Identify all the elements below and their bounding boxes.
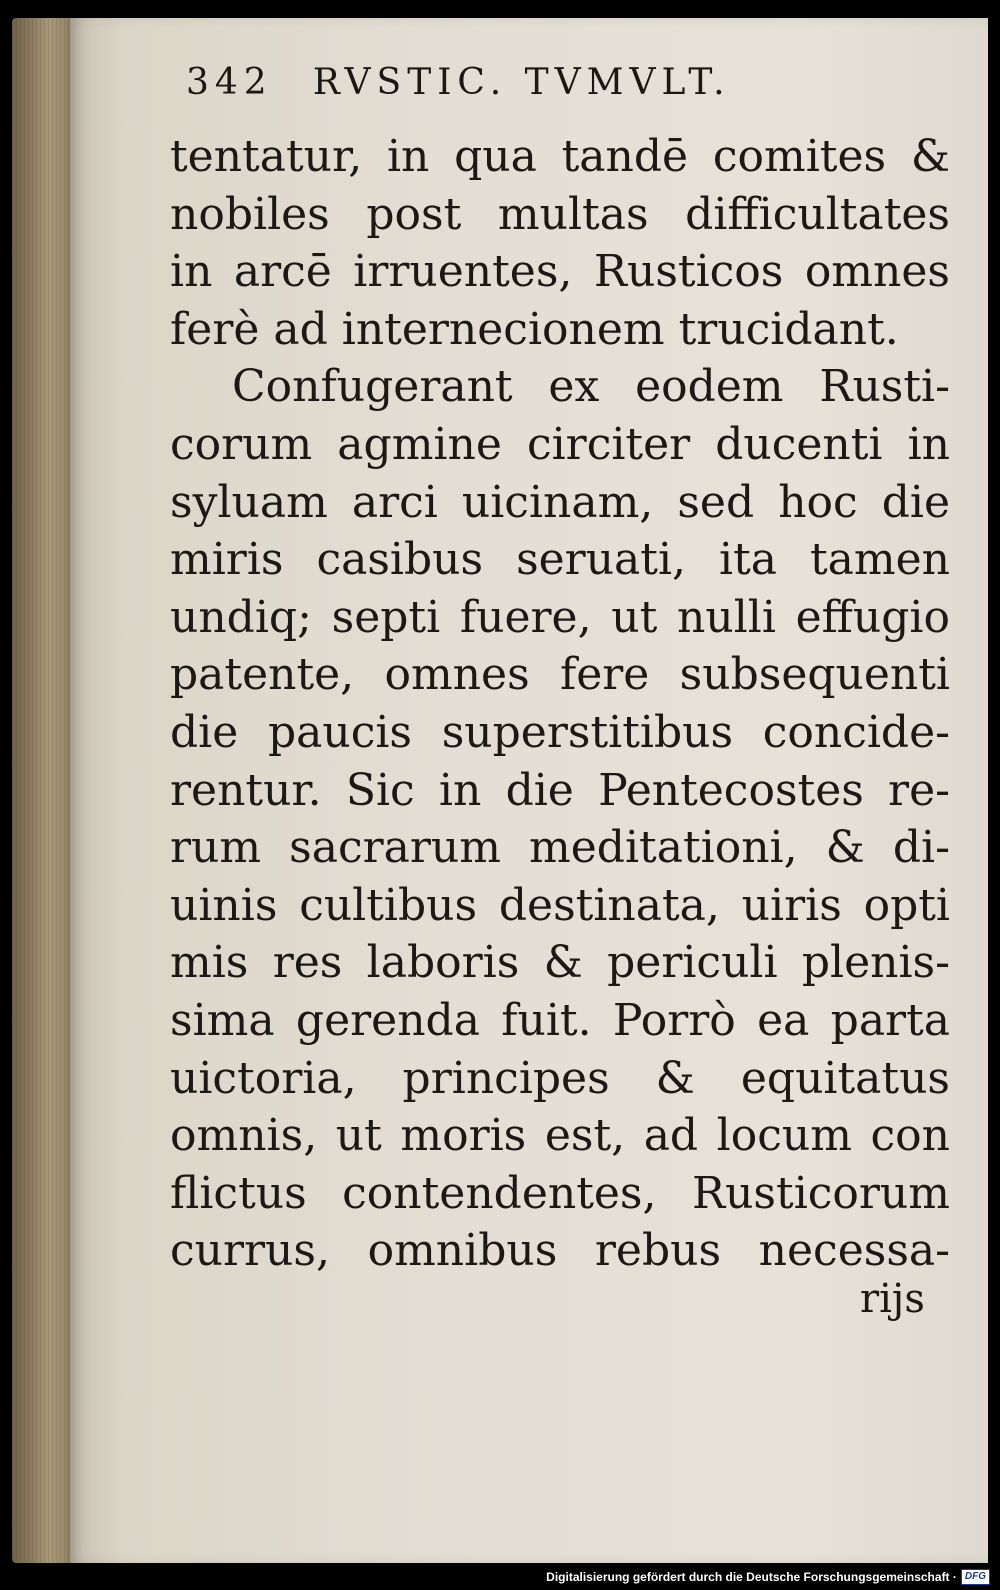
- text-line: in arcē irruentes, Rusticos omnes: [170, 246, 950, 298]
- scan-border: [988, 18, 1000, 1563]
- catchword: rijs: [860, 1276, 925, 1322]
- text-line: omnis, ut moris est, ad locum con: [170, 1110, 950, 1162]
- funding-credit: Digitalisierung gefördert durch die Deutsche Forschungsgemeinschaft ·: [546, 1570, 957, 1584]
- text-line: flictus contendentes, Rusticorum: [170, 1167, 950, 1219]
- text-line: die paucis superstitibus concide-: [170, 706, 950, 758]
- running-head: [186, 62, 886, 122]
- text-line: rentur. Sic in die Pentecostes re-: [170, 764, 950, 816]
- text-line: ferè ad internecionem trucidant.: [170, 303, 899, 355]
- text-line: uinis cultibus destinata, uiris opti: [170, 879, 950, 931]
- digitization-footer: [546, 1566, 990, 1588]
- text-line: Confugerant ex eodem Rusti-: [232, 361, 950, 413]
- text-line: rum sacrarum meditationi, & di-: [170, 822, 950, 874]
- text-line: nobiles post multas difficultates: [170, 188, 950, 240]
- text-line: undiq; septi fuere, ut nulli effugio: [170, 591, 950, 643]
- text-line: miris casibus seruati, ita tamen: [170, 534, 950, 586]
- text-line: syluam arci uicinam, sed hoc die: [170, 476, 950, 528]
- book-page-edges: [12, 18, 74, 1563]
- running-title: RVSTIC. TVMVLT.: [312, 62, 731, 103]
- text-line: tentatur, in qua tandē comites &: [170, 131, 950, 182]
- text-line: sima gerenda fuit. Porrò ea parta: [170, 994, 950, 1046]
- dfg-logo: DFG: [961, 1569, 990, 1585]
- body-text: [170, 128, 950, 1280]
- text-line: patente, omnes fere subsequenti: [170, 649, 950, 701]
- text-line: corum agmine circiter ducenti in: [170, 418, 950, 470]
- page-number: 342: [186, 62, 273, 103]
- text-line: currus, omnibus rebus necessa-: [170, 1225, 950, 1277]
- text-line: uictoria, principes & equitatus: [170, 1052, 950, 1104]
- text-line: mis res laboris & periculi plenis-: [170, 937, 950, 989]
